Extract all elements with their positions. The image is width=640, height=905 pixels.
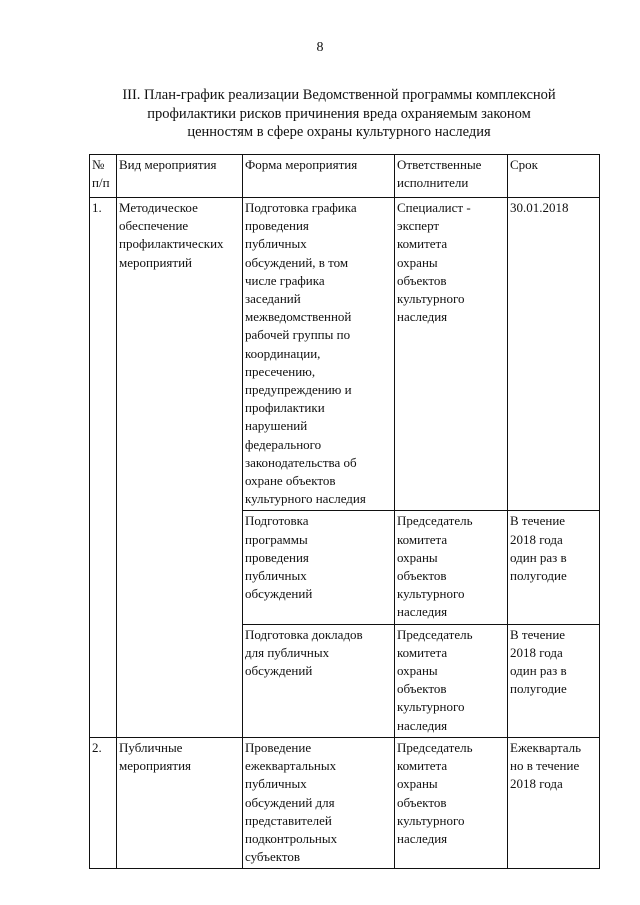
header-number: № п/п: [90, 155, 117, 198]
responsible-executor: Председатель комитета охраны объектов культурного наследия: [395, 511, 508, 624]
deadline: В течение 2018 года один раз в полугодие: [508, 624, 600, 737]
responsible-executor: Специалист - эксперт комитета охраны объектов культурного наследия: [395, 198, 508, 511]
section-title-line-3: ценностям в сфере охраны культурного наследия: [187, 124, 491, 140]
responsible-executor: Председатель комитета охраны объектов культурного наследия: [395, 624, 508, 737]
activity-form: Подготовка программы проведения публичных обсуждений: [243, 511, 395, 624]
header-activity-form: Форма мероприятия: [243, 155, 395, 198]
plan-schedule-table: [89, 154, 600, 869]
table-header-row: [90, 155, 600, 198]
section-title-line-2: профилактики рисков причинения вреда охраняемым законом: [147, 105, 531, 122]
responsible-executor: Председатель комитета охраны объектов культурного наследия: [395, 737, 508, 868]
table-row: [90, 198, 600, 511]
header-activity-kind: Вид мероприятия: [117, 155, 243, 198]
row-number: 2.: [90, 737, 117, 868]
deadline: В течение 2018 года один раз в полугодие: [508, 511, 600, 624]
page-number: 8: [316, 40, 324, 55]
row-number: 1.: [90, 198, 117, 738]
header-term: Срок: [508, 155, 600, 198]
activity-kind: Методическое обеспечение профилактических мероприятий: [117, 198, 243, 738]
table-row: [90, 737, 600, 868]
activity-form: Проведение ежеквартальных публичных обсуждений для представителей подконтрольных субъектов: [243, 737, 395, 868]
deadline: Ежекварталь но в течение 2018 года: [508, 737, 600, 868]
activity-form: Подготовка графика проведения публичных обсуждений, в том числе графика заседаний межведомственной рабочей группы по координации, пресечению, предупреждению и профилактики нарушений федерального законодательства об охране объектов культурного наследия: [243, 198, 395, 511]
section-title: [96, 86, 582, 142]
deadline: 30.01.2018: [508, 198, 600, 511]
activity-kind: Публичные мероприятия: [117, 737, 243, 868]
section-title-line-1: III. План-график реализации Ведомственной программы комплексной: [122, 87, 556, 103]
header-responsible: Ответственные исполнители: [395, 155, 508, 198]
activity-form: Подготовка докладов для публичных обсуждений: [243, 624, 395, 737]
